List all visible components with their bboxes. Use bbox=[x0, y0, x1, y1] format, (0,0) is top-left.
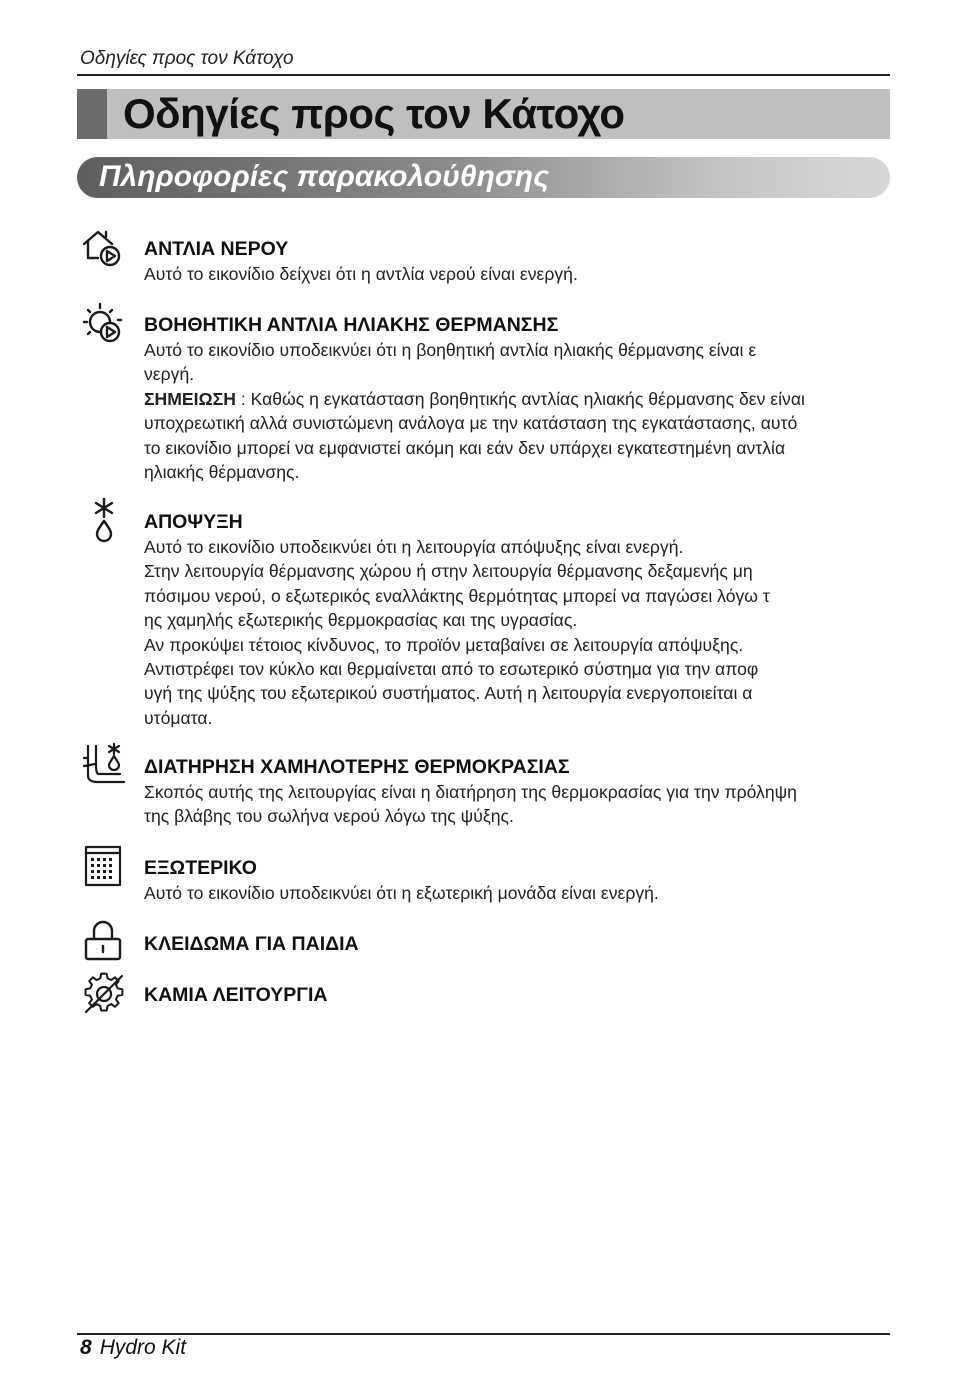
section-title: Πληροφορίες παρακολούθησης bbox=[99, 160, 550, 193]
page-footer bbox=[80, 1336, 186, 1360]
title-bar bbox=[77, 89, 890, 139]
item-description: Αυτό το εικονίδιο υποδεικνύει ότι η βοηθητική αντλία ηλιακής θέρμανσης είναι ε νεργή. bbox=[144, 340, 757, 385]
note-text: : Καθώς η εγκατάσταση βοηθητικής αντλίας ηλιακής θέρμανσης δεν είναι υποχρεωτική αλλά συνιστώμενη ανάλογα με την κατάσταση της εγκατάστασης, αυτό το εικονίδιο μπορεί να εμφανιστεί ακόμη και εάν δεν υπάρχει εγκατεστημένη αντλία ηλιακής θέρμανσης. bbox=[144, 388, 805, 483]
sun-pump-icon bbox=[80, 300, 128, 348]
padlock-icon bbox=[80, 919, 128, 967]
item-heading: ΑΠΟΨΥΞΗ bbox=[144, 511, 243, 533]
item-heading: ΑΝΤΛΙΑ ΝΕΡΟΥ bbox=[144, 238, 289, 260]
footer-divider bbox=[77, 1333, 890, 1335]
title-accent-block bbox=[77, 89, 107, 139]
header-divider bbox=[77, 74, 890, 76]
outdoor-unit-icon bbox=[80, 843, 128, 891]
item-description: Σκοπός αυτής της λειτουργίας είναι η διατήρηση της θερμοκρασίας για την πρόληψη της βλάβης του σωλήνα νερού λόγω της ψύξης. bbox=[144, 782, 797, 827]
running-header: Οδηγίες προς τον Κάτοχο bbox=[80, 48, 294, 69]
footer-product-name: Hydro Kit bbox=[99, 1336, 187, 1359]
item-description: Αυτό το εικονίδιο υποδεικνύει ότι η λειτουργία απόψυξης είναι ενεργή. Στην λειτουργία θέρμανσης χώρου ή στην λειτουργία θέρμανσης δεξαμενής μη πόσιμου νερού, ο εξωτερικός εναλλάκτης θερμότητας μπορεί να παγώσει λόγω τ ης χαμηλής εξωτερικής θερμοκρασίας και της υγρασίας. Αν προκύψει τέτοιος κίνδυνος, το προϊόν μεταβαίνει σε λειτουργία απόψυξης. Αντιστρέφει τον κύκλο και θερμαίνεται από το εσωτερικό σύστημα για την αποφ υγή της ψύξης του εξωτερικού συστήματος. Αυτή η λειτουργία ενεργοποιείται α υτόματα. bbox=[144, 537, 770, 728]
item-note bbox=[144, 387, 890, 485]
note-label: ΣΗΜΕΙΩΣΗ bbox=[144, 388, 236, 409]
page-title: Οδηγίες προς τον Κάτοχο bbox=[123, 90, 625, 137]
item-heading: ΕΞΩΤΕΡΙΚΟ bbox=[144, 857, 257, 879]
defrost-icon bbox=[80, 497, 128, 545]
low-temperature-pipe-icon bbox=[80, 742, 128, 790]
item-description: Αυτό το εικονίδιο δείχνει ότι η αντλία νερού είναι ενεργή. bbox=[144, 264, 578, 284]
no-operation-gear-icon bbox=[80, 970, 128, 1018]
item-description: Αυτό το εικονίδιο υποδεικνύει ότι η εξωτερική μονάδα είναι ενεργή. bbox=[144, 883, 659, 903]
item-heading: ΚΑΜΙΑ ΛΕΙΤΟΥΡΓΙΑ bbox=[144, 984, 328, 1006]
item-heading: ΔΙΑΤΗΡΗΣΗ ΧΑΜΗΛΟΤΕΡΗΣ ΘΕΡΜΟΚΡΑΣΙΑΣ bbox=[144, 756, 570, 778]
section-header-bar bbox=[77, 157, 890, 198]
page-number: 8 bbox=[80, 1336, 92, 1359]
item-heading: ΒΟΗΘΗΤΙΚΗ ΑΝΤΛΙΑ ΗΛΙΑΚΗΣ ΘΕΡΜΑΝΣΗΣ bbox=[144, 314, 559, 336]
item-heading: ΚΛΕΙΔΩΜΑ ΓΙΑ ΠΑΙΔΙΑ bbox=[144, 933, 359, 955]
house-pump-icon bbox=[80, 224, 128, 272]
